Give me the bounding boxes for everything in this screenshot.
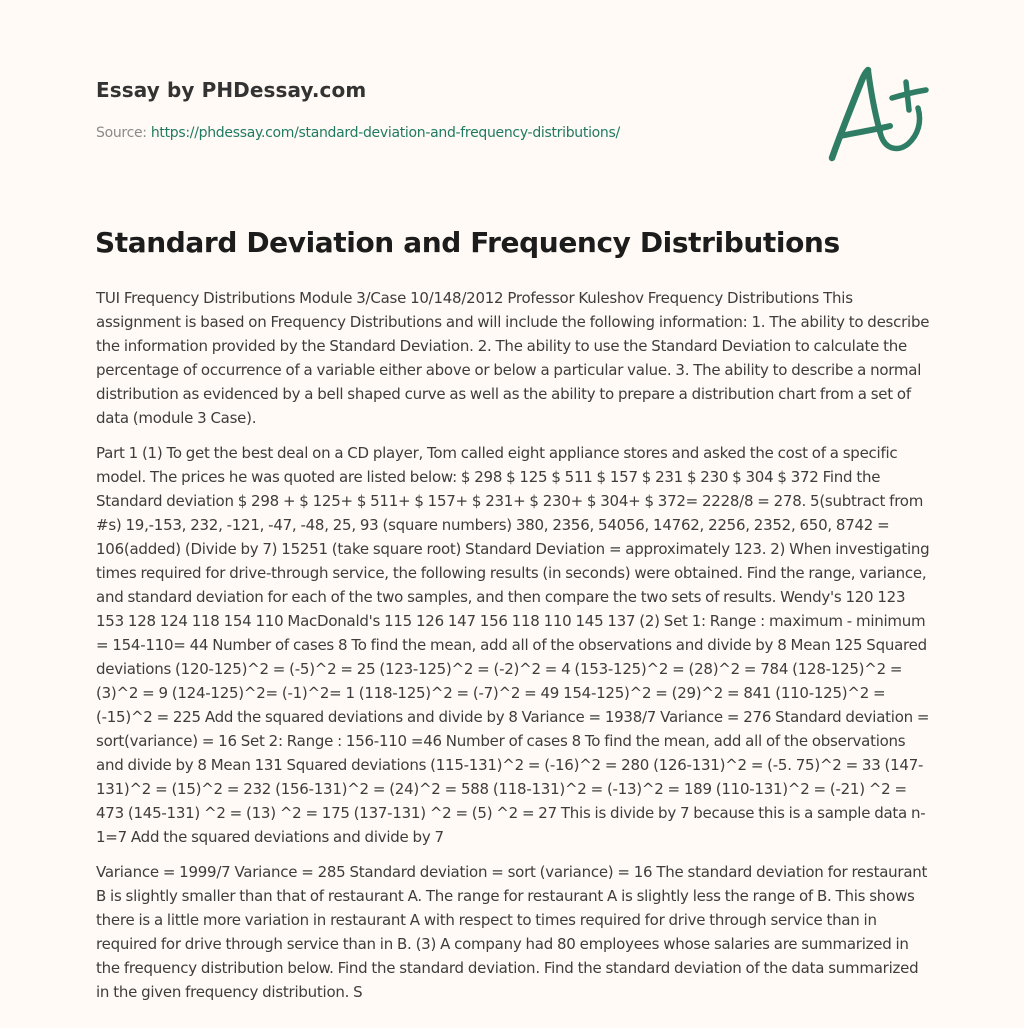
a-plus-grade-icon bbox=[820, 40, 940, 170]
site-header bbox=[96, 78, 796, 141]
article-body bbox=[96, 286, 930, 1015]
article-title: Standard Deviation and Frequency Distributions bbox=[95, 226, 840, 259]
source-label: Source: bbox=[96, 125, 147, 141]
article-paragraph: Part 1 (1) To get the best deal on a CD player, Tom called eight appliance stores and asked the cost of a specific model. The prices he was quoted are listed below: $ 298 $ 125 $ 511 $ 157 $ 231 $ 230 $ 304 $ 372 Find the Standard deviation $ 298 + $ 125+ $ 511+ $ 157+ $ 231+ $ 230+ $ 304+ $ 372= 2228/8 = 278. 5(subtract from #s) 19,-153, 232, -121, -47, -48, 25, 93 (square numbers) 380, 2356, 54056, 14762, 2256, 2352, 650, 8742 = 106(added) (Divide by 7) 15251 (take square root) Standard Deviation = approximately 123. 2) When investigating times required for drive-through service, the following results (in seconds) were obtained. Find the range, variance, and standard deviation for each of the two samples, and then compare the two sets of results. Wendy's 120 123 153 128 124 118 154 110 MacDonald's 115 126 147 156 118 110 145 137 (2) Set 1: Range : maximum - minimum = 154-110= 44 Number of cases 8 To find the mean, add all of the observations and divide by 8 Mean 125 Squared deviations (120-125)^2 = (-5)^2 = 25 (123-125)^2 = (-2)^2 = 4 (153-125)^2 = (28)^2 = 784 (128-125)^2 = (3)^2 = 9 (124-125)^2= (-1)^2= 1 (118-125)^2 = (-7)^2 = 49 154-125)^2 = (29)^2 = 841 (110-125)^2 = (-15)^2 = 225 Add the squared deviations and divide by 8 Variance = 1938/7 Variance = 276 Standard deviation = sort(variance) = 16 Set 2: Range : 156-110 =46 Number of cases 8 To find the mean, add all of the observations and divide by 8 Mean 131 Squared deviations (115-131)^2 = (-16)^2 = 280 (126-131)^2 = (-5. 75)^2 = 33 (147-131)^2 = (15)^2 = 232 (156-131)^2 = (24)^2 = 588 (118-131)^2 = (-13)^2 = 189 (110-131)^2 = (-21) ^2 = 473 (145-131) ^2 = (13) ^2 = 175 (137-131) ^2 = (5) ^2 = 27 This is divide by 7 because this is a sample data n-1=7 Add the squared deviations and divide by 7 bbox=[96, 444, 930, 846]
source-link[interactable]: https://phdessay.com/standard-deviation-and-frequency-distributions/ bbox=[150, 125, 620, 141]
article-paragraph: TUI Frequency Distributions Module 3/Case 10/148/2012 Professor Kuleshov Frequency Distributions This assignment is based on Frequency Distributions and will include the following information: 1. The ability to describe the information provided by the Standard Deviation. 2. The ability to use the Standard Deviation to calculate the percentage of occurrence of a variable either above or below a particular value. 3. The ability to describe a normal distribution as evidenced by a bell shaped curve as well as the ability to prepare a distribution chart from a set of data (module 3 Case). bbox=[96, 289, 930, 427]
site-title: Essay by PHDessay.com bbox=[96, 78, 367, 102]
article-paragraph: Variance = 1999/7 Variance = 285 Standard deviation = sort (variance) = 16 The standard deviation for restaurant B is slightly smaller than that of restaurant A. The range for restaurant A is slightly less the range of B. This shows there is a little more variation in restaurant A with respect to times required for drive through service than in required for drive through service than in B. (3) A company had 80 employees whose salaries are summarized in the frequency distribution below. Find the standard deviation. Find the standard deviation of the data summarized in the given frequency distribution. S bbox=[96, 863, 928, 1001]
source-line bbox=[96, 125, 620, 141]
